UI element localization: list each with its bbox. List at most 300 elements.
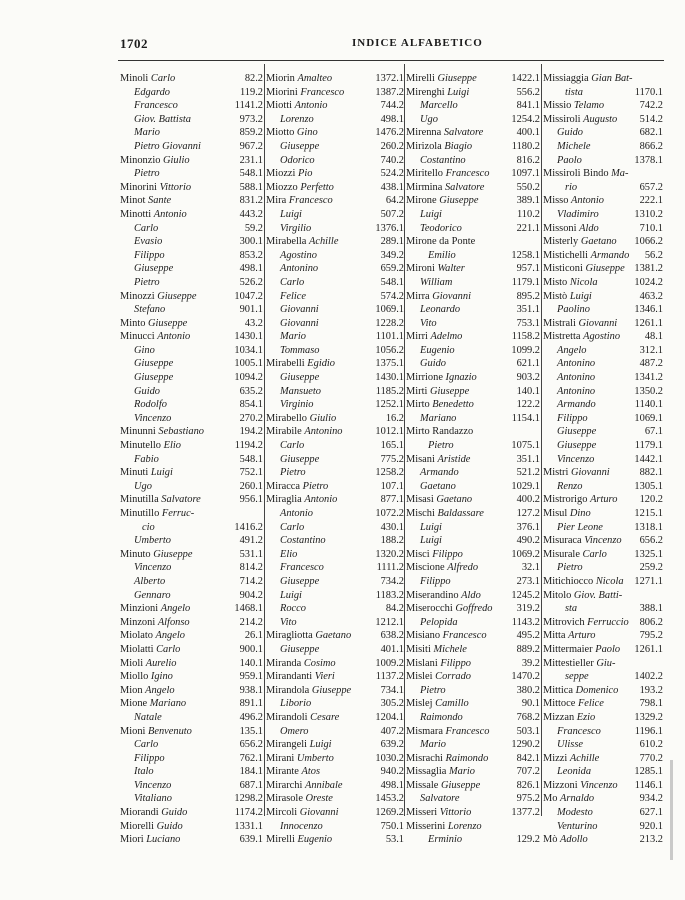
page-reference: 1099.2: [511, 344, 540, 356]
entry-name: [543, 194, 604, 208]
surname: Missiaggia: [543, 73, 589, 84]
page-reference: 548.1: [239, 168, 263, 180]
entry-name: [543, 86, 583, 100]
index-entry: [266, 344, 404, 358]
entry-name: [266, 697, 311, 711]
entry-name: [543, 480, 582, 494]
index-entry: [120, 303, 263, 317]
surname: Mirarchi: [266, 779, 303, 791]
index-entry: [266, 317, 404, 331]
page-reference: 842.1: [516, 752, 540, 764]
page-reference: 854.1: [239, 399, 263, 411]
index-entry: [120, 779, 263, 793]
entry-name: [406, 398, 474, 412]
entry-name: [406, 344, 455, 358]
page-reference: 84.2: [385, 603, 404, 615]
entry-name: [120, 616, 190, 630]
surname: Mitrovich: [543, 616, 585, 628]
given-name: Elio: [280, 548, 298, 560]
entry-name: [543, 290, 592, 304]
entry-name: [406, 194, 478, 208]
page-reference: 957.1: [516, 263, 540, 275]
given-name: Antonio: [571, 195, 604, 207]
page-reference: 193.2: [639, 684, 663, 696]
index-entry: [120, 833, 263, 847]
index-entry: [120, 548, 263, 562]
given-name: Luigi: [309, 739, 332, 751]
entry-name: [406, 493, 472, 507]
entry-name: [406, 235, 475, 249]
index-entry: [406, 208, 540, 222]
page-reference: 901.1: [239, 304, 263, 316]
surname: Minto: [120, 317, 146, 329]
given-name: Aristide: [437, 453, 471, 465]
entry-name: [120, 303, 165, 317]
index-entry: [543, 589, 663, 603]
surname: Missiroli Bindo: [543, 168, 609, 180]
entry-name: [120, 466, 173, 480]
index-entry: [120, 670, 263, 684]
page-reference: 752.1: [239, 467, 263, 479]
entry-name: [266, 235, 338, 249]
surname: Missaglia: [406, 766, 447, 778]
surname: Miorini: [266, 86, 298, 98]
page-reference: 973.2: [239, 113, 263, 125]
index-entry: [266, 534, 404, 548]
entry-name: [120, 290, 197, 304]
index-entry: [543, 561, 663, 575]
given-name: Gennaro: [134, 589, 171, 601]
page-reference: 1254.2: [511, 113, 540, 125]
index-entry: [543, 806, 663, 820]
page-reference: 1376.1: [375, 222, 404, 234]
index-entry: [120, 453, 263, 467]
given-name: Pier Leone: [557, 521, 603, 533]
entry-name: [406, 738, 446, 752]
given-name: Virgilio: [280, 222, 312, 234]
given-name: Mariano: [149, 698, 187, 710]
page-reference: 351.1: [516, 304, 540, 316]
index-entry: [120, 820, 263, 834]
page-reference: 1318.1: [634, 521, 663, 533]
entry-name: [406, 833, 462, 847]
given-name: Pietro: [428, 440, 454, 452]
index-entry: [406, 779, 540, 793]
index-entry: [406, 697, 540, 711]
entry-name: [120, 684, 175, 698]
page-reference: 1034.1: [234, 344, 263, 356]
page-reference: 300.1: [239, 236, 263, 248]
entry-name: [266, 589, 302, 603]
page-reference: 289.1: [380, 236, 404, 248]
page-reference: 656.2: [239, 739, 263, 751]
given-name: Antonio: [153, 208, 187, 220]
given-name: sta: [565, 603, 578, 615]
surname: Miotto: [266, 127, 295, 139]
given-name: Giulio: [163, 154, 190, 166]
page-reference: 526.2: [239, 276, 263, 288]
page-reference: 120.2: [639, 494, 663, 506]
given-name: Luigi: [569, 290, 592, 302]
index-entry: [266, 738, 404, 752]
index-entry: [120, 208, 263, 222]
page-reference: 1047.2: [234, 290, 263, 302]
page-reference: 1381.2: [634, 263, 663, 275]
index-entry: [120, 480, 263, 494]
given-name: Giovanni: [280, 317, 319, 329]
given-name: Odorico: [280, 154, 315, 166]
entry-name: [266, 561, 324, 575]
given-name: Antonio: [280, 508, 313, 519]
entry-name: [406, 548, 463, 562]
entry-name: [543, 113, 617, 127]
given-name: Vincenzo: [557, 453, 595, 465]
index-entry: [543, 344, 663, 358]
index-entry: [406, 262, 540, 276]
given-name: Guido: [420, 358, 446, 370]
page-reference: 1252.1: [375, 399, 404, 411]
given-name: Gaetano: [315, 630, 352, 642]
given-name: Vitaliano: [134, 793, 172, 805]
given-name: Mario: [420, 739, 446, 751]
given-name: Paolo: [595, 643, 621, 655]
page-reference: 1170.1: [634, 86, 663, 98]
surname: Mittermaier: [543, 643, 593, 655]
page-reference: 82.2: [244, 73, 263, 84]
given-name: Gino: [296, 127, 318, 139]
page-reference: 1069.1: [375, 304, 404, 316]
entry-name: [266, 792, 333, 806]
page-reference: 750.1: [380, 820, 404, 832]
given-name: Pietro: [134, 276, 160, 288]
entry-name: [266, 534, 326, 548]
surname: Minot: [120, 195, 146, 207]
entry-name: [120, 317, 187, 331]
page-reference: 1442.1: [634, 453, 663, 465]
page-reference: 734.1: [380, 684, 404, 696]
given-name: Antonino: [557, 358, 596, 370]
page-reference: 775.2: [380, 453, 404, 465]
entry-name: [543, 208, 599, 222]
page-reference: 1143.2: [511, 616, 540, 628]
page-number: 1702: [120, 36, 148, 51]
given-name: Liborio: [280, 698, 312, 710]
entry-name: [543, 330, 620, 344]
index-entry: [266, 521, 404, 535]
page-reference: 1350.2: [634, 385, 663, 397]
given-name: Ferruccio: [587, 616, 629, 628]
entry-name: [120, 534, 171, 548]
index-entry: [406, 453, 540, 467]
page-reference: 1261.1: [634, 643, 663, 655]
given-name: Lorenzo: [447, 820, 482, 832]
given-name: Oreste: [305, 793, 333, 805]
entry-name: [406, 290, 471, 304]
page-reference: 1310.2: [634, 208, 663, 220]
given-name: Filippo: [440, 657, 471, 669]
given-name: Carlo: [134, 739, 159, 751]
entry-name: [266, 72, 332, 86]
index-entry: [266, 86, 404, 100]
surname: Misiti: [406, 643, 431, 655]
page-reference: 1056.2: [375, 344, 404, 356]
given-name: Fabio: [134, 453, 159, 465]
surname: Miragliotta: [266, 630, 313, 642]
entry-name: [543, 466, 610, 480]
entry-name: [120, 643, 180, 657]
page-reference: 639.2: [380, 739, 404, 751]
index-entry: [543, 154, 663, 168]
given-name: Dino: [569, 508, 591, 519]
entry-name: [266, 657, 336, 671]
index-entry: [543, 480, 663, 494]
page-reference: 1470.2: [511, 671, 540, 683]
surname: Minuto: [120, 548, 151, 560]
index-entry: [543, 697, 663, 711]
entry-name: [543, 534, 622, 548]
given-name: Mario: [280, 331, 306, 343]
entry-name: [543, 711, 595, 725]
given-name: Marcello: [420, 100, 458, 112]
page-reference: 1416.2: [234, 521, 263, 533]
index-entry: [120, 765, 263, 779]
index-entry: [266, 643, 404, 657]
given-name: Antonino: [280, 263, 319, 275]
entry-name: [543, 344, 586, 358]
page-reference: 259.2: [639, 562, 663, 574]
entry-name: [543, 521, 603, 535]
entry-name: [266, 412, 336, 426]
index-entry: [120, 140, 263, 154]
index-entry: [120, 466, 263, 480]
page-reference: 305.2: [380, 698, 404, 710]
given-name: Salvatore: [420, 793, 460, 805]
entry-name: [120, 439, 181, 453]
entry-name: [266, 262, 318, 276]
entry-name: [543, 561, 583, 575]
given-name: Costantino: [280, 535, 326, 547]
index-entry: [120, 752, 263, 766]
entry-name: [120, 249, 165, 263]
page-reference: 1422.1: [511, 73, 540, 84]
given-name: Armando: [420, 467, 459, 479]
page-reference: 656.2: [639, 535, 663, 547]
entry-name: [543, 643, 620, 657]
given-name: Atos: [301, 766, 320, 778]
index-entry: [406, 86, 540, 100]
page-reference: 351.1: [516, 453, 540, 465]
entry-name: [406, 466, 459, 480]
given-name: Francesco: [445, 725, 490, 737]
page-reference: 507.2: [380, 208, 404, 220]
index-column-1: [120, 72, 263, 847]
page-reference: 1030.2: [375, 752, 404, 764]
entry-name: [543, 697, 604, 711]
surname: Mittestieller: [543, 657, 594, 669]
entry-name: [406, 575, 451, 589]
surname: Mira: [266, 195, 287, 207]
page-reference: 639.1: [239, 834, 263, 846]
surname: Mitolo: [543, 589, 572, 601]
entry-name: [120, 493, 201, 507]
surname: Mislej: [406, 698, 433, 710]
entry-name: [543, 589, 622, 603]
index-entry: [543, 684, 663, 698]
entry-name: [120, 833, 180, 847]
given-name: Lorenzo: [280, 113, 314, 125]
scan-edge-mark: [670, 760, 673, 860]
surname: Mirabella: [266, 236, 307, 248]
entry-name: [543, 493, 617, 507]
surname: Minoli: [120, 73, 149, 84]
page-reference: 67.1: [644, 426, 663, 438]
surname: Miritello: [406, 168, 443, 180]
index-entry: [406, 548, 540, 562]
entry-name: [543, 792, 594, 806]
given-name: Sante: [148, 195, 172, 207]
index-entry: [406, 657, 540, 671]
entry-name: [543, 575, 624, 589]
given-name: Giuseppe: [153, 548, 193, 560]
page-reference: 920.1: [639, 820, 663, 832]
entry-name: [543, 820, 597, 834]
page-reference: 1329.2: [634, 711, 663, 723]
surname: Miorandi: [120, 807, 159, 819]
page-reference: 714.2: [239, 575, 263, 587]
page-reference: 1094.2: [234, 372, 263, 384]
page-reference: 635.2: [239, 385, 263, 397]
surname: Mircoli: [266, 807, 298, 819]
page-reference: 882.1: [639, 467, 663, 479]
given-name: Benedetto: [432, 399, 474, 411]
given-name: Arturo: [590, 494, 618, 506]
index-entry: [543, 276, 663, 290]
page-reference: 110.2: [517, 208, 540, 220]
entry-name: [120, 561, 171, 575]
entry-name: [406, 412, 456, 426]
index-entry: [120, 725, 263, 739]
surname: Minorini: [120, 181, 157, 193]
entry-name: [120, 779, 171, 793]
entry-name: [543, 140, 590, 154]
surname: Misterly: [543, 236, 579, 248]
given-name: Francesco: [442, 630, 487, 642]
index-entry: [120, 738, 263, 752]
index-entry: [543, 126, 663, 140]
given-name: Giuseppe: [280, 643, 320, 655]
entry-name: [120, 371, 173, 385]
given-name: Raimondo: [445, 752, 489, 764]
given-name: Filippo: [420, 575, 451, 587]
page-reference: 903.2: [516, 372, 540, 384]
entry-name: [406, 657, 471, 671]
page-reference: 806.2: [639, 616, 663, 628]
surname: Mistri: [543, 467, 569, 479]
entry-name: [406, 317, 437, 331]
index-entry: [406, 602, 540, 616]
index-entry: [120, 330, 263, 344]
index-entry: [266, 385, 404, 399]
index-entry: [266, 99, 404, 113]
given-name: Alfonso: [157, 616, 190, 628]
index-entry: [120, 113, 263, 127]
page-reference: 498.1: [380, 113, 404, 125]
entry-name: [406, 99, 458, 113]
page-reference: 1072.2: [375, 508, 404, 519]
entry-name: [543, 616, 629, 630]
surname: Miserandino: [406, 589, 459, 601]
page-reference: 140.1: [516, 385, 540, 397]
page-reference: 1430.1: [375, 372, 404, 384]
page-reference: 1468.1: [234, 603, 263, 615]
entry-name: [120, 99, 178, 113]
entry-name: [120, 167, 160, 181]
index-entry: [406, 235, 540, 249]
index-entry: [543, 575, 663, 589]
entry-name: [543, 425, 596, 439]
given-name: Modesto: [557, 807, 593, 819]
page-reference: 221.1: [516, 222, 540, 234]
index-entry: [120, 643, 263, 657]
index-entry: [266, 235, 404, 249]
index-entry: [543, 303, 663, 317]
given-name: Aldo: [579, 222, 599, 234]
index-column-4: [543, 72, 663, 847]
entry-name: [406, 86, 469, 100]
entry-name: [120, 697, 186, 711]
given-name: Biagio: [444, 140, 473, 152]
index-entry: [543, 643, 663, 657]
page-reference: 214.2: [239, 616, 263, 628]
entry-name: [266, 453, 319, 467]
index-entry: [120, 629, 263, 643]
page-reference: 1075.1: [511, 440, 540, 452]
entry-name: [543, 806, 593, 820]
index-entry: [406, 344, 540, 358]
index-entry: [406, 507, 540, 521]
page-reference: 1346.1: [634, 304, 663, 316]
index-entry: [543, 398, 663, 412]
page-reference: 1430.1: [234, 331, 263, 343]
index-entry: [543, 466, 663, 480]
index-entry: [120, 72, 263, 86]
given-name: Giovanni: [571, 467, 610, 479]
entry-name: [120, 235, 162, 249]
given-name: Ulisse: [557, 739, 583, 751]
given-name: Giuseppe: [440, 779, 481, 791]
given-name: Achille: [569, 752, 600, 764]
surname: Mirti: [406, 385, 428, 397]
surname: Mioli: [120, 657, 144, 669]
page-reference: 1154.1: [511, 412, 540, 424]
entry-name: [406, 697, 469, 711]
given-name: Emilio: [428, 249, 456, 261]
surname: Mò: [543, 834, 558, 846]
index-entry: [406, 72, 540, 86]
index-entry: [266, 167, 404, 181]
index-entry: [543, 86, 663, 100]
given-name: Felice: [577, 698, 604, 710]
page-reference: 135.1: [239, 725, 263, 737]
page-reference: 1305.1: [634, 480, 663, 492]
entry-name: [266, 425, 343, 439]
index-entry: [266, 820, 404, 834]
given-name: Rodolfo: [134, 399, 167, 411]
given-name: Giuseppe: [157, 290, 197, 302]
given-name: Vincenzo: [580, 779, 618, 791]
index-entry: [266, 154, 404, 168]
page-reference: 43.2: [244, 317, 263, 329]
